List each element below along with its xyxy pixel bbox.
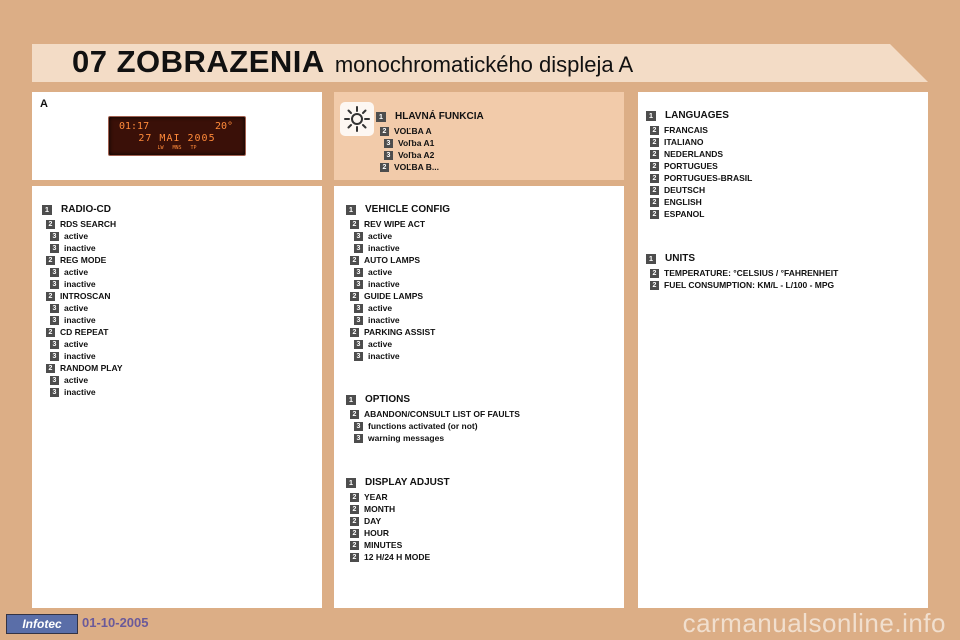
- tree-row-active: [42, 302, 123, 314]
- tree-row-label: HOUR: [364, 528, 390, 538]
- level-badge: 3: [354, 280, 363, 289]
- tree-row-active: [346, 230, 450, 242]
- tree-row-label: inactive: [368, 351, 400, 361]
- level-badge: 3: [50, 232, 59, 241]
- level-badge: 2: [350, 529, 359, 538]
- tree-row-inactive: [346, 314, 450, 326]
- level-badge: 2: [46, 220, 55, 229]
- tree-row-label: inactive: [64, 243, 96, 253]
- tree-row-label: FRANCAIS: [664, 125, 708, 135]
- tree-row-label: PARKING ASSIST: [364, 327, 436, 337]
- level-badge: 1: [346, 478, 356, 488]
- tree-row-label: inactive: [368, 279, 400, 289]
- tree-row-languages: [646, 107, 752, 124]
- tree-row-minutes: [346, 539, 450, 551]
- tree-row-inactive: [346, 242, 450, 254]
- tree-row-active: [42, 230, 123, 242]
- level-badge: 3: [50, 376, 59, 385]
- tree-row-label: PORTUGUES-BRASIL: [664, 173, 753, 183]
- tree-row-inactive: [42, 386, 123, 398]
- level-badge: 3: [50, 268, 59, 277]
- tree-row-label: inactive: [64, 315, 96, 325]
- tree-row-consult-faults: [346, 408, 520, 420]
- level-badge: 3: [50, 304, 59, 313]
- tree-row-italiano: [646, 136, 752, 148]
- tree-row-option-a: [376, 125, 484, 137]
- level-badge: 3: [50, 280, 59, 289]
- level-badge: 3: [354, 316, 363, 325]
- level-badge: 2: [650, 281, 659, 290]
- tree-row-label: active: [368, 231, 393, 241]
- tree-row-inactive: [42, 278, 123, 290]
- tree-row-label: Voľba A2: [398, 150, 435, 160]
- tree-row-label: RANDOM PLAY: [60, 363, 123, 373]
- tree-row-year: [346, 491, 450, 503]
- display-illustration-panel: [32, 92, 322, 180]
- tree-row-label: YEAR: [364, 492, 388, 502]
- tree-row-label: VOĽBA A: [394, 126, 432, 136]
- level-badge: 2: [350, 493, 359, 502]
- level-badge: 2: [650, 186, 659, 195]
- tree-row-inactive: [42, 314, 123, 326]
- tree-row-label: CD REPEAT: [60, 327, 109, 337]
- tree-row-portugues-brasil: [646, 172, 752, 184]
- tree-row-label: active: [64, 267, 89, 277]
- tree-row-label: warning messages: [368, 433, 445, 443]
- level-badge: 3: [354, 340, 363, 349]
- tree-row-label: inactive: [64, 387, 96, 397]
- tree-row-warning-messages: [346, 432, 520, 444]
- level-badge: 2: [380, 127, 389, 136]
- tree-row-reg-mode: [42, 254, 123, 266]
- tree-row-12-24-mode: [346, 551, 450, 563]
- tree-row-units: [646, 250, 838, 267]
- level-badge: 2: [350, 517, 359, 526]
- tree-row-introscan: [42, 290, 123, 302]
- level-badge: 3: [354, 232, 363, 241]
- tree-row-active: [42, 338, 123, 350]
- level-badge: 2: [650, 150, 659, 159]
- radio-cd-tree: [42, 201, 123, 398]
- tree-row-radio-cd: [42, 201, 123, 218]
- lcd-date: 27 MAI 2005: [138, 133, 216, 144]
- level-badge: 3: [354, 422, 363, 431]
- infotec-logo: Infotec: [6, 614, 78, 634]
- tree-row-active: [346, 338, 450, 350]
- tree-row-label: active: [64, 339, 89, 349]
- tree-row-temperature: [646, 267, 838, 279]
- level-badge: 1: [346, 205, 356, 215]
- level-badge: 2: [650, 162, 659, 171]
- level-badge: 3: [354, 244, 363, 253]
- lcd-display: [108, 116, 246, 156]
- level-badge: 3: [354, 352, 363, 361]
- tree-row-portugues: [646, 160, 752, 172]
- level-badge: 3: [354, 304, 363, 313]
- page-title-sub: monochromatického displeja A: [334, 52, 634, 77]
- tree-row-label: PORTUGUES: [664, 161, 718, 171]
- tree-row-day: [346, 515, 450, 527]
- tree-row-label: inactive: [368, 243, 400, 253]
- level-badge: 1: [646, 254, 656, 264]
- tree-row-options: [346, 391, 520, 408]
- languages-tree: [646, 107, 752, 220]
- level-badge: 2: [650, 126, 659, 135]
- level-badge: 2: [350, 505, 359, 514]
- options-tree: [346, 391, 520, 444]
- tree-row-label: AUTO LAMPS: [364, 255, 421, 265]
- tree-row-label: OPTIONS: [365, 394, 411, 405]
- tree-row-label: VEHICLE CONFIG: [365, 204, 451, 215]
- tree-row-month: [346, 503, 450, 515]
- tree-row-label: functions activated (or not): [368, 421, 478, 431]
- level-badge: 2: [46, 292, 55, 301]
- level-badge: 3: [50, 316, 59, 325]
- tree-row-inactive: [346, 350, 450, 362]
- tree-row-active: [42, 266, 123, 278]
- tree-row-label: DISPLAY ADJUST: [365, 477, 450, 488]
- tree-row-label: FUEL CONSUMPTION: KM/L - L/100 - MPG: [664, 280, 835, 290]
- level-badge: 2: [350, 410, 359, 419]
- level-badge: 2: [350, 553, 359, 562]
- tree-row-rev-wipe-act: [346, 218, 450, 230]
- tree-row-deutsch: [646, 184, 752, 196]
- level-badge: 2: [650, 138, 659, 147]
- tree-row-inactive: [346, 278, 450, 290]
- level-badge: 2: [350, 541, 359, 550]
- tree-row-label: NEDERLANDS: [664, 149, 724, 159]
- tree-row-display-adjust: [346, 474, 450, 491]
- tree-row-english: [646, 196, 752, 208]
- level-badge: 1: [376, 112, 386, 122]
- tree-row-option-a1: [376, 137, 484, 149]
- page-title: [72, 44, 633, 82]
- tree-row-cd-repeat: [42, 326, 123, 338]
- tree-row-label: inactive: [64, 279, 96, 289]
- tree-row-label: ESPANOL: [664, 209, 705, 219]
- level-badge: 2: [46, 256, 55, 265]
- radio-cd-panel: [32, 186, 322, 608]
- vehicle-options-panel: [334, 186, 624, 608]
- tree-row-nederlands: [646, 148, 752, 160]
- tree-row-label: 12 H/24 H MODE: [364, 552, 431, 562]
- tree-row-functions-activated: [346, 420, 520, 432]
- lcd-bottom: LW MNS TP: [157, 145, 197, 151]
- sun-icon: [340, 102, 374, 136]
- level-badge: 3: [50, 244, 59, 253]
- units-tree: [646, 250, 838, 291]
- level-badge: 2: [650, 174, 659, 183]
- tree-row-label: INTROSCAN: [60, 291, 111, 301]
- tree-row-label: inactive: [368, 315, 400, 325]
- level-badge: 3: [50, 352, 59, 361]
- level-badge: 3: [384, 139, 393, 148]
- tree-row-label: DEUTSCH: [664, 185, 706, 195]
- level-badge: 2: [650, 198, 659, 207]
- tree-row-label: LANGUAGES: [665, 110, 729, 121]
- tree-row-inactive: [42, 242, 123, 254]
- level-badge: 3: [50, 340, 59, 349]
- tree-row-hour: [346, 527, 450, 539]
- vehicle-config-tree: [346, 201, 450, 362]
- tree-row-label: active: [368, 303, 393, 313]
- level-badge: 2: [350, 256, 359, 265]
- tree-row-label: VOĽBA B...: [394, 162, 440, 172]
- languages-units-panel: [638, 92, 928, 608]
- tree-row-label: REG MODE: [60, 255, 107, 265]
- footer-date: 01-10-2005: [82, 615, 149, 630]
- lcd-temp: 20°: [214, 121, 233, 132]
- level-badge: 1: [346, 395, 356, 405]
- tree-row-francais: [646, 124, 752, 136]
- tree-row-label: MONTH: [364, 504, 396, 514]
- tree-row-auto-lamps: [346, 254, 450, 266]
- tree-row-label: ITALIANO: [664, 137, 704, 147]
- level-badge: 2: [350, 292, 359, 301]
- tree-row-guide-lamps: [346, 290, 450, 302]
- tree-row-main-function: [376, 108, 484, 125]
- level-badge: 2: [350, 220, 359, 229]
- tree-row-rds-search: [42, 218, 123, 230]
- tree-row-random-play: [42, 362, 123, 374]
- level-badge: 3: [50, 388, 59, 397]
- page-title-main: 07 ZOBRAZENIA: [72, 44, 325, 79]
- level-badge: 2: [380, 163, 389, 172]
- tree-row-label: REV WIPE ACT: [364, 219, 426, 229]
- level-badge: 2: [350, 328, 359, 337]
- tree-row-vehicle-config: [346, 201, 450, 218]
- tree-row-label: HLAVNÁ FUNKCIA: [395, 111, 484, 122]
- tree-row-parking-assist: [346, 326, 450, 338]
- level-badge: 3: [384, 151, 393, 160]
- level-badge: 3: [354, 268, 363, 277]
- tree-row-label: ABANDON/CONSULT LIST OF FAULTS: [364, 409, 520, 419]
- level-badge: 2: [650, 269, 659, 278]
- tree-row-label: ENGLISH: [664, 197, 702, 207]
- level-badge: 3: [354, 434, 363, 443]
- level-badge: 1: [646, 111, 656, 121]
- tree-row-label: RADIO-CD: [61, 204, 111, 215]
- tree-row-label: Voľba A1: [398, 138, 435, 148]
- tree-row-label: active: [64, 231, 89, 241]
- tree-row-label: TEMPERATURE: °CELSIUS / °FAHRENHEIT: [664, 268, 839, 278]
- tree-row-fuel-consumption: [646, 279, 838, 291]
- level-badge: 2: [46, 364, 55, 373]
- display-label: A: [40, 98, 48, 110]
- tree-row-option-a2: [376, 149, 484, 161]
- watermark: carmanualsonline.info: [682, 608, 946, 638]
- tree-row-label: inactive: [64, 351, 96, 361]
- display-adjust-tree: [346, 474, 450, 563]
- main-function-panel: [334, 92, 624, 180]
- level-badge: 2: [650, 210, 659, 219]
- tree-row-active: [346, 266, 450, 278]
- level-badge: 1: [42, 205, 52, 215]
- tree-row-label: GUIDE LAMPS: [364, 291, 424, 301]
- tree-row-active: [346, 302, 450, 314]
- level-badge: 2: [46, 328, 55, 337]
- tree-row-label: active: [64, 375, 89, 385]
- tree-row-label: UNITS: [665, 253, 695, 264]
- tree-row-label: active: [368, 267, 393, 277]
- tree-row-active: [42, 374, 123, 386]
- main-function-tree: [376, 108, 484, 173]
- tree-row-label: active: [368, 339, 393, 349]
- tree-row-option-b: [376, 161, 484, 173]
- lcd-time: 01:17: [119, 121, 150, 132]
- tree-row-label: MINUTES: [364, 540, 403, 550]
- tree-row-label: RDS SEARCH: [60, 219, 117, 229]
- tree-row-label: DAY: [364, 516, 382, 526]
- tree-row-inactive: [42, 350, 123, 362]
- tree-row-label: active: [64, 303, 89, 313]
- tree-row-espanol: [646, 208, 752, 220]
